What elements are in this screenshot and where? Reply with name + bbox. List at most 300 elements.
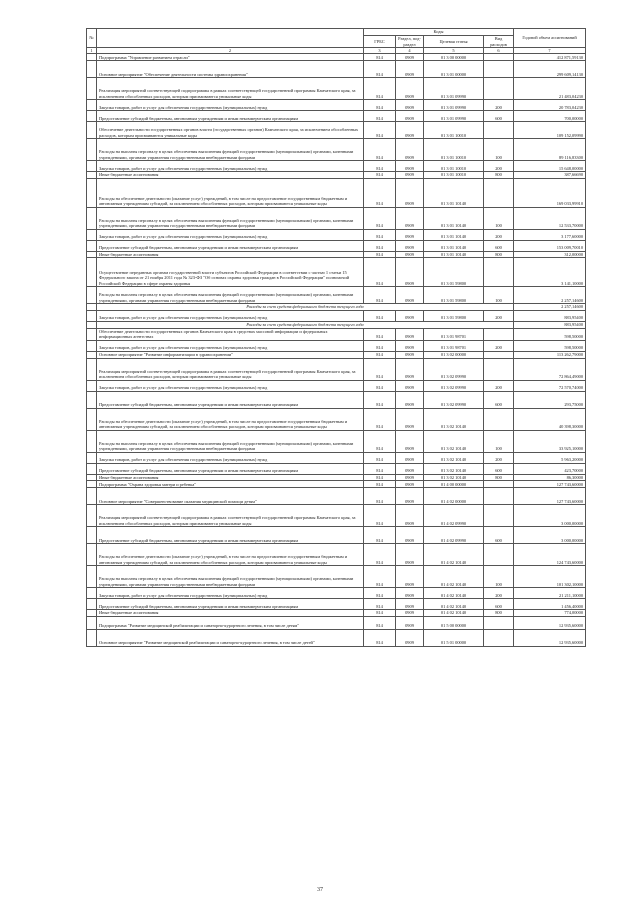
razdel-cell: 0909 <box>396 61 424 78</box>
name-cell: Реализация мероприятий соответствующей подпрограммы в рамках соответствующей государственной программы Камчатского края, за исключением обособленных расходов, которым присваиваются уникальные коды <box>97 505 364 527</box>
table-row <box>87 351 586 358</box>
name-cell: Иные бюджетные ассигнования <box>97 172 364 179</box>
razdel-cell: 0909 <box>396 481 424 488</box>
vid-cell <box>484 78 514 100</box>
header-vid: Вид расходов <box>484 36 514 48</box>
celevaya-cell: 01 4 02 00000 <box>424 488 484 505</box>
table-row <box>87 566 586 588</box>
razdel-cell: 0909 <box>396 100 424 111</box>
name-cell: Основное мероприятие "Развитие медицинской реабилитации и санаторно-курортного лечения, в том числе детей" <box>97 629 364 646</box>
cell-no <box>87 172 97 179</box>
amount-cell: 15 648,00000 <box>514 161 586 172</box>
cell-no <box>87 452 97 463</box>
razdel-cell: 0909 <box>396 358 424 380</box>
razdel-cell: 0909 <box>396 430 424 452</box>
cell-no <box>87 629 97 646</box>
cell-no <box>87 229 97 240</box>
amount-cell: 598,50000 <box>514 328 586 340</box>
header-name <box>97 29 364 48</box>
razdel-cell: 0909 <box>396 380 424 391</box>
cell-no <box>87 599 97 610</box>
celevaya-cell: 01 3 01 09990 <box>424 111 484 122</box>
name-cell: Иные бюджетные ассигнования <box>97 251 364 258</box>
cell-no <box>87 111 97 122</box>
name-cell: Подпрограмма "Развитие медицинской реабилитации и санаторно-курортного лечения, в том числе детям" <box>97 616 364 629</box>
vid-cell <box>484 328 514 340</box>
table-row <box>87 207 586 229</box>
cell-no <box>87 100 97 111</box>
grbs-cell: 814 <box>364 391 396 408</box>
amount-cell: 127 743,60000 <box>514 481 586 488</box>
grbs-cell: 814 <box>364 78 396 100</box>
name-cell: Основное мероприятие "Совершенствование оказания медицинской помощи детям" <box>97 488 364 505</box>
amount-cell: 3 000,00000 <box>514 505 586 527</box>
table-row <box>87 610 586 617</box>
celevaya-cell: 01 3 01 10140 <box>424 251 484 258</box>
grbs-cell: 814 <box>364 488 396 505</box>
razdel-cell: 0909 <box>396 391 424 408</box>
name-cell: Закупка товаров, работ и услуг для обеспечения государственных (муниципальных) нужд <box>97 588 364 599</box>
vid-cell <box>484 505 514 527</box>
celevaya-cell: 01 4 02 09990 <box>424 505 484 527</box>
grbs-cell: 814 <box>364 172 396 179</box>
cell-no <box>87 240 97 251</box>
grbs-cell: 814 <box>364 566 396 588</box>
cell-no <box>87 408 97 430</box>
grbs-cell: 814 <box>364 474 396 481</box>
grbs-cell: 814 <box>364 629 396 646</box>
vid-cell: 100 <box>484 287 514 304</box>
cell-no <box>87 391 97 408</box>
amount-cell: 883,95400 <box>514 321 586 328</box>
amount-cell: 127 743,60000 <box>514 488 586 505</box>
amount-cell: 12 935,60000 <box>514 616 586 629</box>
razdel-cell: 0909 <box>396 229 424 240</box>
celevaya-cell: 01 3 01 10140 <box>424 240 484 251</box>
table-row <box>87 139 586 161</box>
vid-cell: 600 <box>484 527 514 544</box>
vid-cell <box>484 616 514 629</box>
note-cell: Расходы за счет средств федерального бюджета текущего года <box>97 304 514 311</box>
grbs-cell: 814 <box>364 54 396 61</box>
celevaya-cell: 01 4 02 10140 <box>424 610 484 617</box>
vid-cell: 600 <box>484 463 514 474</box>
celevaya-cell: 01 3 02 10140 <box>424 463 484 474</box>
grbs-cell: 814 <box>364 122 396 139</box>
celevaya-cell: 01 3 01 09990 <box>424 78 484 100</box>
col-number: 1 <box>87 48 97 54</box>
celevaya-cell: 01 3 01 59800 <box>424 258 484 287</box>
vid-cell: 100 <box>484 207 514 229</box>
budget-document <box>86 28 585 647</box>
name-cell: Расходы на обеспечение деятельности (оказание услуг) учреждений, в том числе на предоставление государственным бюджетным и автономным учреждениям субсидий, за исключением обособленных расходов, которым присваиваются уникальные коды <box>97 178 364 207</box>
table-row <box>87 122 586 139</box>
grbs-cell: 814 <box>364 610 396 617</box>
amount-cell: 89 116,83300 <box>514 139 586 161</box>
header-no: № <box>87 29 97 48</box>
cell-no <box>87 251 97 258</box>
celevaya-cell: 01 3 01 10010 <box>424 161 484 172</box>
cell-no <box>87 78 97 100</box>
vid-cell <box>484 358 514 380</box>
col-number: 4 <box>396 48 424 54</box>
cell-no <box>87 488 97 505</box>
table-row <box>87 616 586 629</box>
table-row <box>87 251 586 258</box>
vid-cell: 200 <box>484 380 514 391</box>
amount-cell: 153 009,70010 <box>514 240 586 251</box>
table-row <box>87 310 586 321</box>
vid-cell: 600 <box>484 111 514 122</box>
vid-cell <box>484 178 514 207</box>
vid-cell <box>484 544 514 566</box>
amount-cell: 412 871,59130 <box>514 54 586 61</box>
vid-cell: 100 <box>484 566 514 588</box>
table-row <box>87 240 586 251</box>
grbs-cell: 814 <box>364 588 396 599</box>
cell-no <box>87 527 97 544</box>
name-cell: Основное мероприятие "Развитие информатизации в здравоохранении" <box>97 351 364 358</box>
name-cell: Обеспечение деятельности государственных органов Камчатского края в средствах массовой информации и федеральных информационных агентствах <box>97 328 364 340</box>
razdel-cell: 0909 <box>396 122 424 139</box>
amount-cell: 774,00000 <box>514 610 586 617</box>
amount-cell: 21 483,04230 <box>514 78 586 100</box>
grbs-cell: 814 <box>364 463 396 474</box>
grbs-cell: 814 <box>364 544 396 566</box>
cell-no <box>87 139 97 161</box>
table-row <box>87 481 586 488</box>
table-row <box>87 408 586 430</box>
name-cell: Подпрограмма "Управление развитием отрасли" <box>97 54 364 61</box>
razdel-cell: 0909 <box>396 240 424 251</box>
cell-no <box>87 380 97 391</box>
vid-cell: 600 <box>484 391 514 408</box>
name-cell: Закупка товаров, работ и услуг для обеспечения государственных (муниципальных) нужд <box>97 452 364 463</box>
razdel-cell: 0909 <box>396 610 424 617</box>
grbs-cell: 814 <box>364 251 396 258</box>
name-cell: Предоставление субсидий бюджетным, автономным учреждениям и иным некоммерческим организациям <box>97 527 364 544</box>
vid-cell: 800 <box>484 474 514 481</box>
celevaya-cell: 01 4 02 09990 <box>424 527 484 544</box>
table-row <box>87 358 586 380</box>
cell-no <box>87 474 97 481</box>
vid-cell: 800 <box>484 251 514 258</box>
razdel-cell: 0909 <box>396 310 424 321</box>
name-cell: Иные бюджетные ассигнования <box>97 610 364 617</box>
celevaya-cell: 01 3 02 10140 <box>424 430 484 452</box>
grbs-cell: 814 <box>364 258 396 287</box>
table-row <box>87 229 586 240</box>
name-cell: Закупка товаров, работ и услуг для обеспечения государственных (муниципальных) нужд <box>97 100 364 111</box>
razdel-cell: 0909 <box>396 616 424 629</box>
razdel-cell: 0909 <box>396 544 424 566</box>
name-cell: Расходы на выплаты персоналу в целях обеспечения выполнения функций государственными (муниципальными) органами, казенными учреждениями, органами управления государственными внебюджетными фондами <box>97 139 364 161</box>
table-row <box>87 304 586 311</box>
cell-no <box>87 351 97 358</box>
celevaya-cell: 01 3 01 10140 <box>424 207 484 229</box>
name-cell: Расходы на выплаты персоналу в целях обеспечения выполнения функций государственными (муниципальными) органами, казенными учреждениями, органами управления государственными внебюджетными фондами <box>97 566 364 588</box>
razdel-cell: 0909 <box>396 139 424 161</box>
amount-cell: 86,30000 <box>514 474 586 481</box>
grbs-cell: 814 <box>364 161 396 172</box>
amount-cell: 3 177,60000 <box>514 229 586 240</box>
grbs-cell: 814 <box>364 380 396 391</box>
header-amount: Годовой объем ассигнований <box>514 29 586 48</box>
table-row <box>87 430 586 452</box>
name-cell: Обеспечение деятельности государственных органов власти (государственных органов) Камчатского края, за исключением обособленных расходов, которым присваиваются уникальные коды <box>97 122 364 139</box>
cell-no <box>87 505 97 527</box>
grbs-cell: 814 <box>364 481 396 488</box>
vid-cell <box>484 54 514 61</box>
celevaya-cell: 01 3 02 00000 <box>424 351 484 358</box>
cell-no <box>87 588 97 599</box>
table-row <box>87 111 586 122</box>
grbs-cell: 814 <box>364 111 396 122</box>
table-row <box>87 258 586 287</box>
grbs-cell: 814 <box>364 328 396 340</box>
vid-cell: 200 <box>484 452 514 463</box>
amount-cell: 33 925,10000 <box>514 430 586 452</box>
celevaya-cell: 01 4 00 00000 <box>424 481 484 488</box>
table-row <box>87 100 586 111</box>
razdel-cell: 0909 <box>396 505 424 527</box>
name-cell: Реализация мероприятий соответствующей подпрограммы в рамках соответствующей государственной программы Камчатского края, за исключением обособленных расходов, которым присваиваются уникальные коды <box>97 78 364 100</box>
grbs-cell: 814 <box>364 452 396 463</box>
col-number: 5 <box>424 48 484 54</box>
celevaya-cell: 01 3 02 09990 <box>424 391 484 408</box>
razdel-cell: 0909 <box>396 351 424 358</box>
table-row <box>87 328 586 340</box>
celevaya-cell: 01 3 01 00000 <box>424 61 484 78</box>
celevaya-cell: 01 3 01 59800 <box>424 287 484 304</box>
vid-cell <box>484 122 514 139</box>
celevaya-cell: 01 3 01 10140 <box>424 229 484 240</box>
celevaya-cell: 01 4 02 10140 <box>424 566 484 588</box>
grbs-cell: 814 <box>364 310 396 321</box>
grbs-cell: 814 <box>364 616 396 629</box>
vid-cell: 200 <box>484 229 514 240</box>
table-row <box>87 321 586 328</box>
amount-cell: 423,70000 <box>514 463 586 474</box>
grbs-cell: 814 <box>364 139 396 161</box>
cell-no <box>87 287 97 304</box>
amount-cell: 5 963,20000 <box>514 452 586 463</box>
header-celevaya: Целевая статья <box>424 36 484 48</box>
celevaya-cell: 01 4 02 10140 <box>424 588 484 599</box>
cell-no <box>87 430 97 452</box>
table-row <box>87 588 586 599</box>
name-cell: Предоставление субсидий бюджетным, автономным учреждениям и иным некоммерческим организациям <box>97 240 364 251</box>
cell-no <box>87 321 97 328</box>
vid-cell: 800 <box>484 172 514 179</box>
cell-no <box>87 481 97 488</box>
name-cell: Предоставление субсидий бюджетным, автономным учреждениям и иным некоммерческим организациям <box>97 391 364 408</box>
name-cell: Осуществление переданных органам государственной власти субъектов Российской Федерации в соответствии с частью 1 статьи 15 Федерального закона от 21 ноября 2011 года № 323-ФЗ "Об основах охраны здоровья граждан в Российской Федерации" полномочий Российской Федерации в сфере охраны здоровья <box>97 258 364 287</box>
name-cell: Закупка товаров, работ и услуг для обеспечения государственных (муниципальных) нужд <box>97 380 364 391</box>
celevaya-cell: 01 4 02 10140 <box>424 599 484 610</box>
amount-cell: 20 783,04230 <box>514 100 586 111</box>
celevaya-cell: 01 3 02 10140 <box>424 474 484 481</box>
name-cell: Расходы на выплаты персоналу в целях обеспечения выполнения функций государственными (муниципальными) органами, казенными учреждениями, органами управления государственными внебюджетными фондами <box>97 207 364 229</box>
table-row <box>87 61 586 78</box>
celevaya-cell: 01 3 02 10140 <box>424 452 484 463</box>
name-cell: Реализация мероприятий соответствующей подпрограммы в рамках соответствующей государственной программы Камчатского края, за исключением обособленных расходов, которым присваиваются уникальные коды <box>97 358 364 380</box>
amount-cell: 109 152,09990 <box>514 122 586 139</box>
header-codes: Коды <box>364 29 514 36</box>
celevaya-cell: 01 5 00 00000 <box>424 616 484 629</box>
table-row <box>87 54 586 61</box>
table-body <box>87 54 586 647</box>
cell-no <box>87 610 97 617</box>
grbs-cell: 814 <box>364 599 396 610</box>
amount-cell: 1 456,40000 <box>514 599 586 610</box>
amount-cell: 124 743,60000 <box>514 544 586 566</box>
vid-cell: 100 <box>484 430 514 452</box>
razdel-cell: 0909 <box>396 78 424 100</box>
grbs-cell: 814 <box>364 178 396 207</box>
razdel-cell: 0909 <box>396 328 424 340</box>
grbs-cell: 814 <box>364 61 396 78</box>
name-cell: Предоставление субсидий бюджетным, автономным учреждениям и иным некоммерческим организациям <box>97 599 364 610</box>
table-row <box>87 629 586 646</box>
name-cell: Закупка товаров, работ и услуг для обеспечения государственных (муниципальных) нужд <box>97 340 364 351</box>
note-cell: Расходы за счет средств федерального бюджета текущего года <box>97 321 514 328</box>
amount-cell: 293,75000 <box>514 391 586 408</box>
amount-cell: 12 533,70000 <box>514 207 586 229</box>
celevaya-cell: 01 5 01 00000 <box>424 629 484 646</box>
cell-no <box>87 122 97 139</box>
table-row <box>87 527 586 544</box>
razdel-cell: 0909 <box>396 340 424 351</box>
vid-cell: 200 <box>484 161 514 172</box>
celevaya-cell: 01 3 00 00000 <box>424 54 484 61</box>
name-cell: Основное мероприятие "Обеспечение деятельности системы здравоохранения" <box>97 61 364 78</box>
grbs-cell: 814 <box>364 351 396 358</box>
razdel-cell: 0909 <box>396 258 424 287</box>
table-row <box>87 78 586 100</box>
table-row <box>87 544 586 566</box>
name-cell: Предоставление субсидий бюджетным, автономным учреждениям и иным некоммерческим организациям <box>97 111 364 122</box>
celevaya-cell: 01 3 01 98701 <box>424 340 484 351</box>
table-row <box>87 161 586 172</box>
grbs-cell: 814 <box>364 527 396 544</box>
table-row <box>87 178 586 207</box>
vid-cell <box>484 408 514 430</box>
name-cell: Закупка товаров, работ и услуг для обеспечения государственных (муниципальных) нужд <box>97 161 364 172</box>
table-row <box>87 599 586 610</box>
razdel-cell: 0909 <box>396 452 424 463</box>
amount-cell: 113 262,79000 <box>514 351 586 358</box>
table-row <box>87 172 586 179</box>
cell-no <box>87 304 97 311</box>
table-row <box>87 474 586 481</box>
amount-cell: 2 257,14600 <box>514 287 586 304</box>
amount-cell: 12 935,60000 <box>514 629 586 646</box>
cell-no <box>87 340 97 351</box>
razdel-cell: 0909 <box>396 527 424 544</box>
razdel-cell: 0909 <box>396 474 424 481</box>
vid-cell <box>484 481 514 488</box>
razdel-cell: 0909 <box>396 172 424 179</box>
amount-cell: 169 033,99910 <box>514 178 586 207</box>
cell-no <box>87 328 97 340</box>
razdel-cell: 0909 <box>396 111 424 122</box>
name-cell: Расходы на выплаты персоналу в целях обеспечения выполнения функций государственными (муниципальными) органами, казенными учреждениями, органами управления государственными внебюджетными фондами <box>97 287 364 304</box>
razdel-cell: 0909 <box>396 629 424 646</box>
cell-no <box>87 566 97 588</box>
vid-cell <box>484 258 514 287</box>
celevaya-cell: 01 4 02 10140 <box>424 544 484 566</box>
grbs-cell: 814 <box>364 505 396 527</box>
table-row <box>87 463 586 474</box>
celevaya-cell: 01 3 01 98701 <box>424 328 484 340</box>
celevaya-cell: 01 3 02 09990 <box>424 358 484 380</box>
table-row <box>87 287 586 304</box>
vid-cell: 200 <box>484 310 514 321</box>
vid-cell: 100 <box>484 139 514 161</box>
amount-cell: 72 864,49000 <box>514 358 586 380</box>
amount-cell: 2 257,14600 <box>514 304 586 311</box>
celevaya-cell: 01 3 01 09990 <box>424 100 484 111</box>
amount-cell: 883,95400 <box>514 310 586 321</box>
celevaya-cell: 01 3 02 09990 <box>424 380 484 391</box>
vid-cell: 200 <box>484 588 514 599</box>
name-cell: Расходы на выплаты персоналу в целях обеспечения выполнения функций государственными (муниципальными) органами, казенными учреждениями, органами управления государственными внебюджетными фондами <box>97 430 364 452</box>
grbs-cell: 814 <box>364 358 396 380</box>
header-grbs: ГРБС <box>364 36 396 48</box>
razdel-cell: 0909 <box>396 488 424 505</box>
amount-cell: 21 211,10000 <box>514 588 586 599</box>
razdel-cell: 0909 <box>396 287 424 304</box>
header-razdel: Раздел, под-раздел <box>396 36 424 48</box>
celevaya-cell: 01 3 01 10010 <box>424 122 484 139</box>
page-number: 37 <box>317 887 323 893</box>
table-row <box>87 505 586 527</box>
col-number: 6 <box>484 48 514 54</box>
celevaya-cell: 01 3 01 10010 <box>424 139 484 161</box>
razdel-cell: 0909 <box>396 54 424 61</box>
vid-cell <box>484 629 514 646</box>
amount-cell: 101 302,10000 <box>514 566 586 588</box>
razdel-cell: 0909 <box>396 463 424 474</box>
cell-no <box>87 61 97 78</box>
table-row <box>87 488 586 505</box>
grbs-cell: 814 <box>364 229 396 240</box>
name-cell: Закупка товаров, работ и услуг для обеспечения государственных (муниципальных) нужд <box>97 229 364 240</box>
grbs-cell: 814 <box>364 240 396 251</box>
vid-cell: 200 <box>484 100 514 111</box>
amount-cell: 40 398,30000 <box>514 408 586 430</box>
col-number: 7 <box>514 48 586 54</box>
amount-cell: 387,66690 <box>514 172 586 179</box>
vid-cell: 200 <box>484 340 514 351</box>
table-row <box>87 340 586 351</box>
cell-no <box>87 207 97 229</box>
grbs-cell: 814 <box>364 287 396 304</box>
celevaya-cell: 01 3 01 10140 <box>424 178 484 207</box>
razdel-cell: 0909 <box>396 207 424 229</box>
name-cell: Иные бюджетные ассигнования <box>97 474 364 481</box>
name-cell: Предоставление субсидий бюджетным, автономным учреждениям и иным некоммерческим организациям <box>97 463 364 474</box>
amount-cell: 299 609,14130 <box>514 61 586 78</box>
cell-no <box>87 616 97 629</box>
vid-cell <box>484 61 514 78</box>
vid-cell: 800 <box>484 610 514 617</box>
table-row <box>87 452 586 463</box>
cell-no <box>87 258 97 287</box>
amount-cell: 312,00000 <box>514 251 586 258</box>
celevaya-cell: 01 3 01 10010 <box>424 172 484 179</box>
